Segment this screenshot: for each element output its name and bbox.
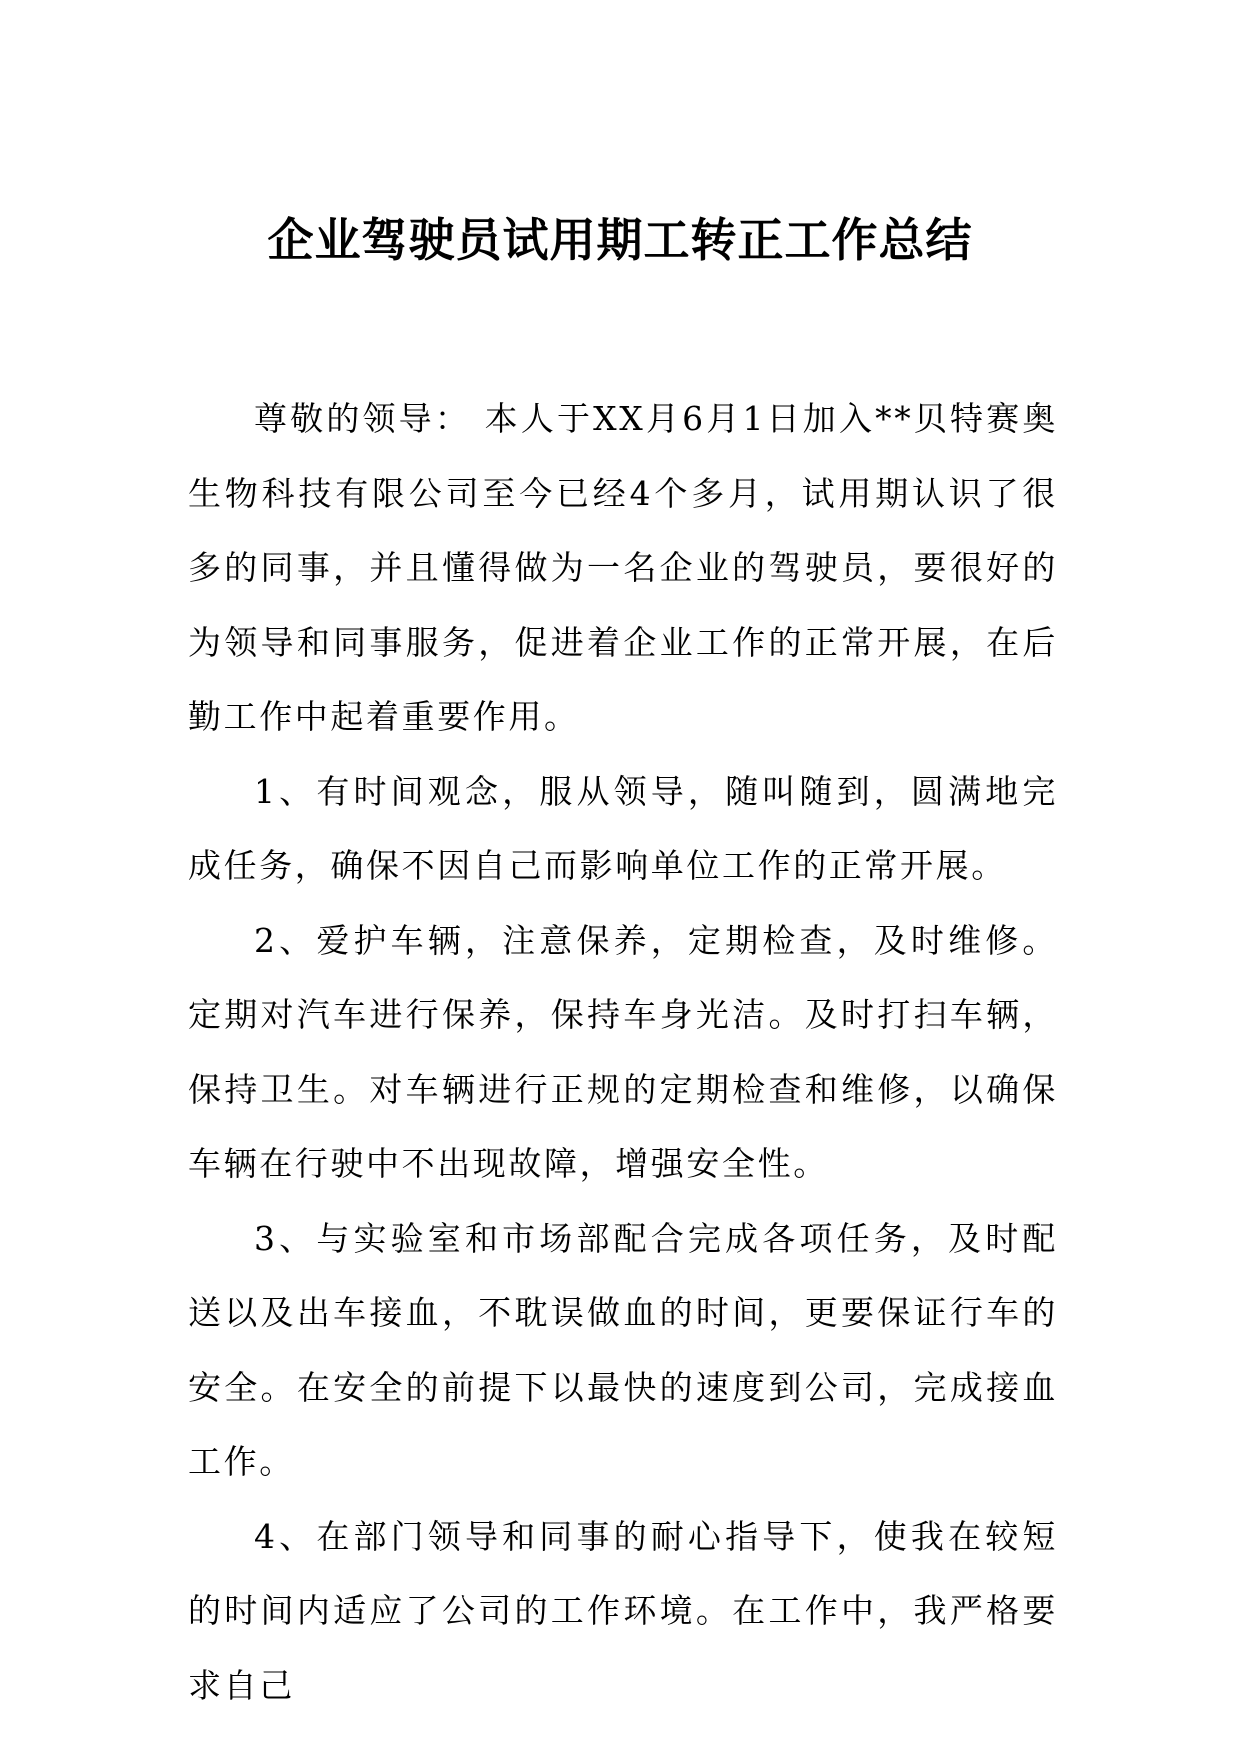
paragraph-item-2: 2、爱护车辆，注意保养，定期检查，及时维修。定期对汽车进行保养，保持车身光洁。及时打扫车辆，保持卫生。对车辆进行正规的定期检查和维修，以确保车辆在行驶中不出现故障，增强安全性。 — [188, 920, 1058, 1183]
paragraph-item-1: 1、有时间观念，服从领导，随叫随到，圆满地完成任务，确保不因自己而影响单位工作的正常开展。 — [188, 771, 1058, 885]
paragraph-item-3: 3、与实验室和市场部配合完成各项任务，及时配送以及出车接血，不耽误做血的时间，更要保证行车的安全。在安全的前提下以最快的速度到公司，完成接血工作。 — [188, 1218, 1058, 1481]
paragraph-item-4: 4、在部门领导和同事的耐心指导下，使我在较短的时间内适应了公司的工作环境。在工作中，我严格要求自己 — [188, 1516, 1058, 1705]
paragraph-greeting: 尊敬的领导： 本人于XX月6月1日加入**贝特赛奥生物科技有限公司至今已经4个多月，试用期认识了很多的同事，并且懂得做为一名企业的驾驶员，要很好的为领导和同事服务，促进着企业工作的正常开展，在后勤工作中起着重要作用。 — [188, 399, 1058, 736]
document-body — [188, 382, 1058, 1723]
document-title: 企业驾驶员试用期工转正工作总结 — [267, 213, 973, 267]
